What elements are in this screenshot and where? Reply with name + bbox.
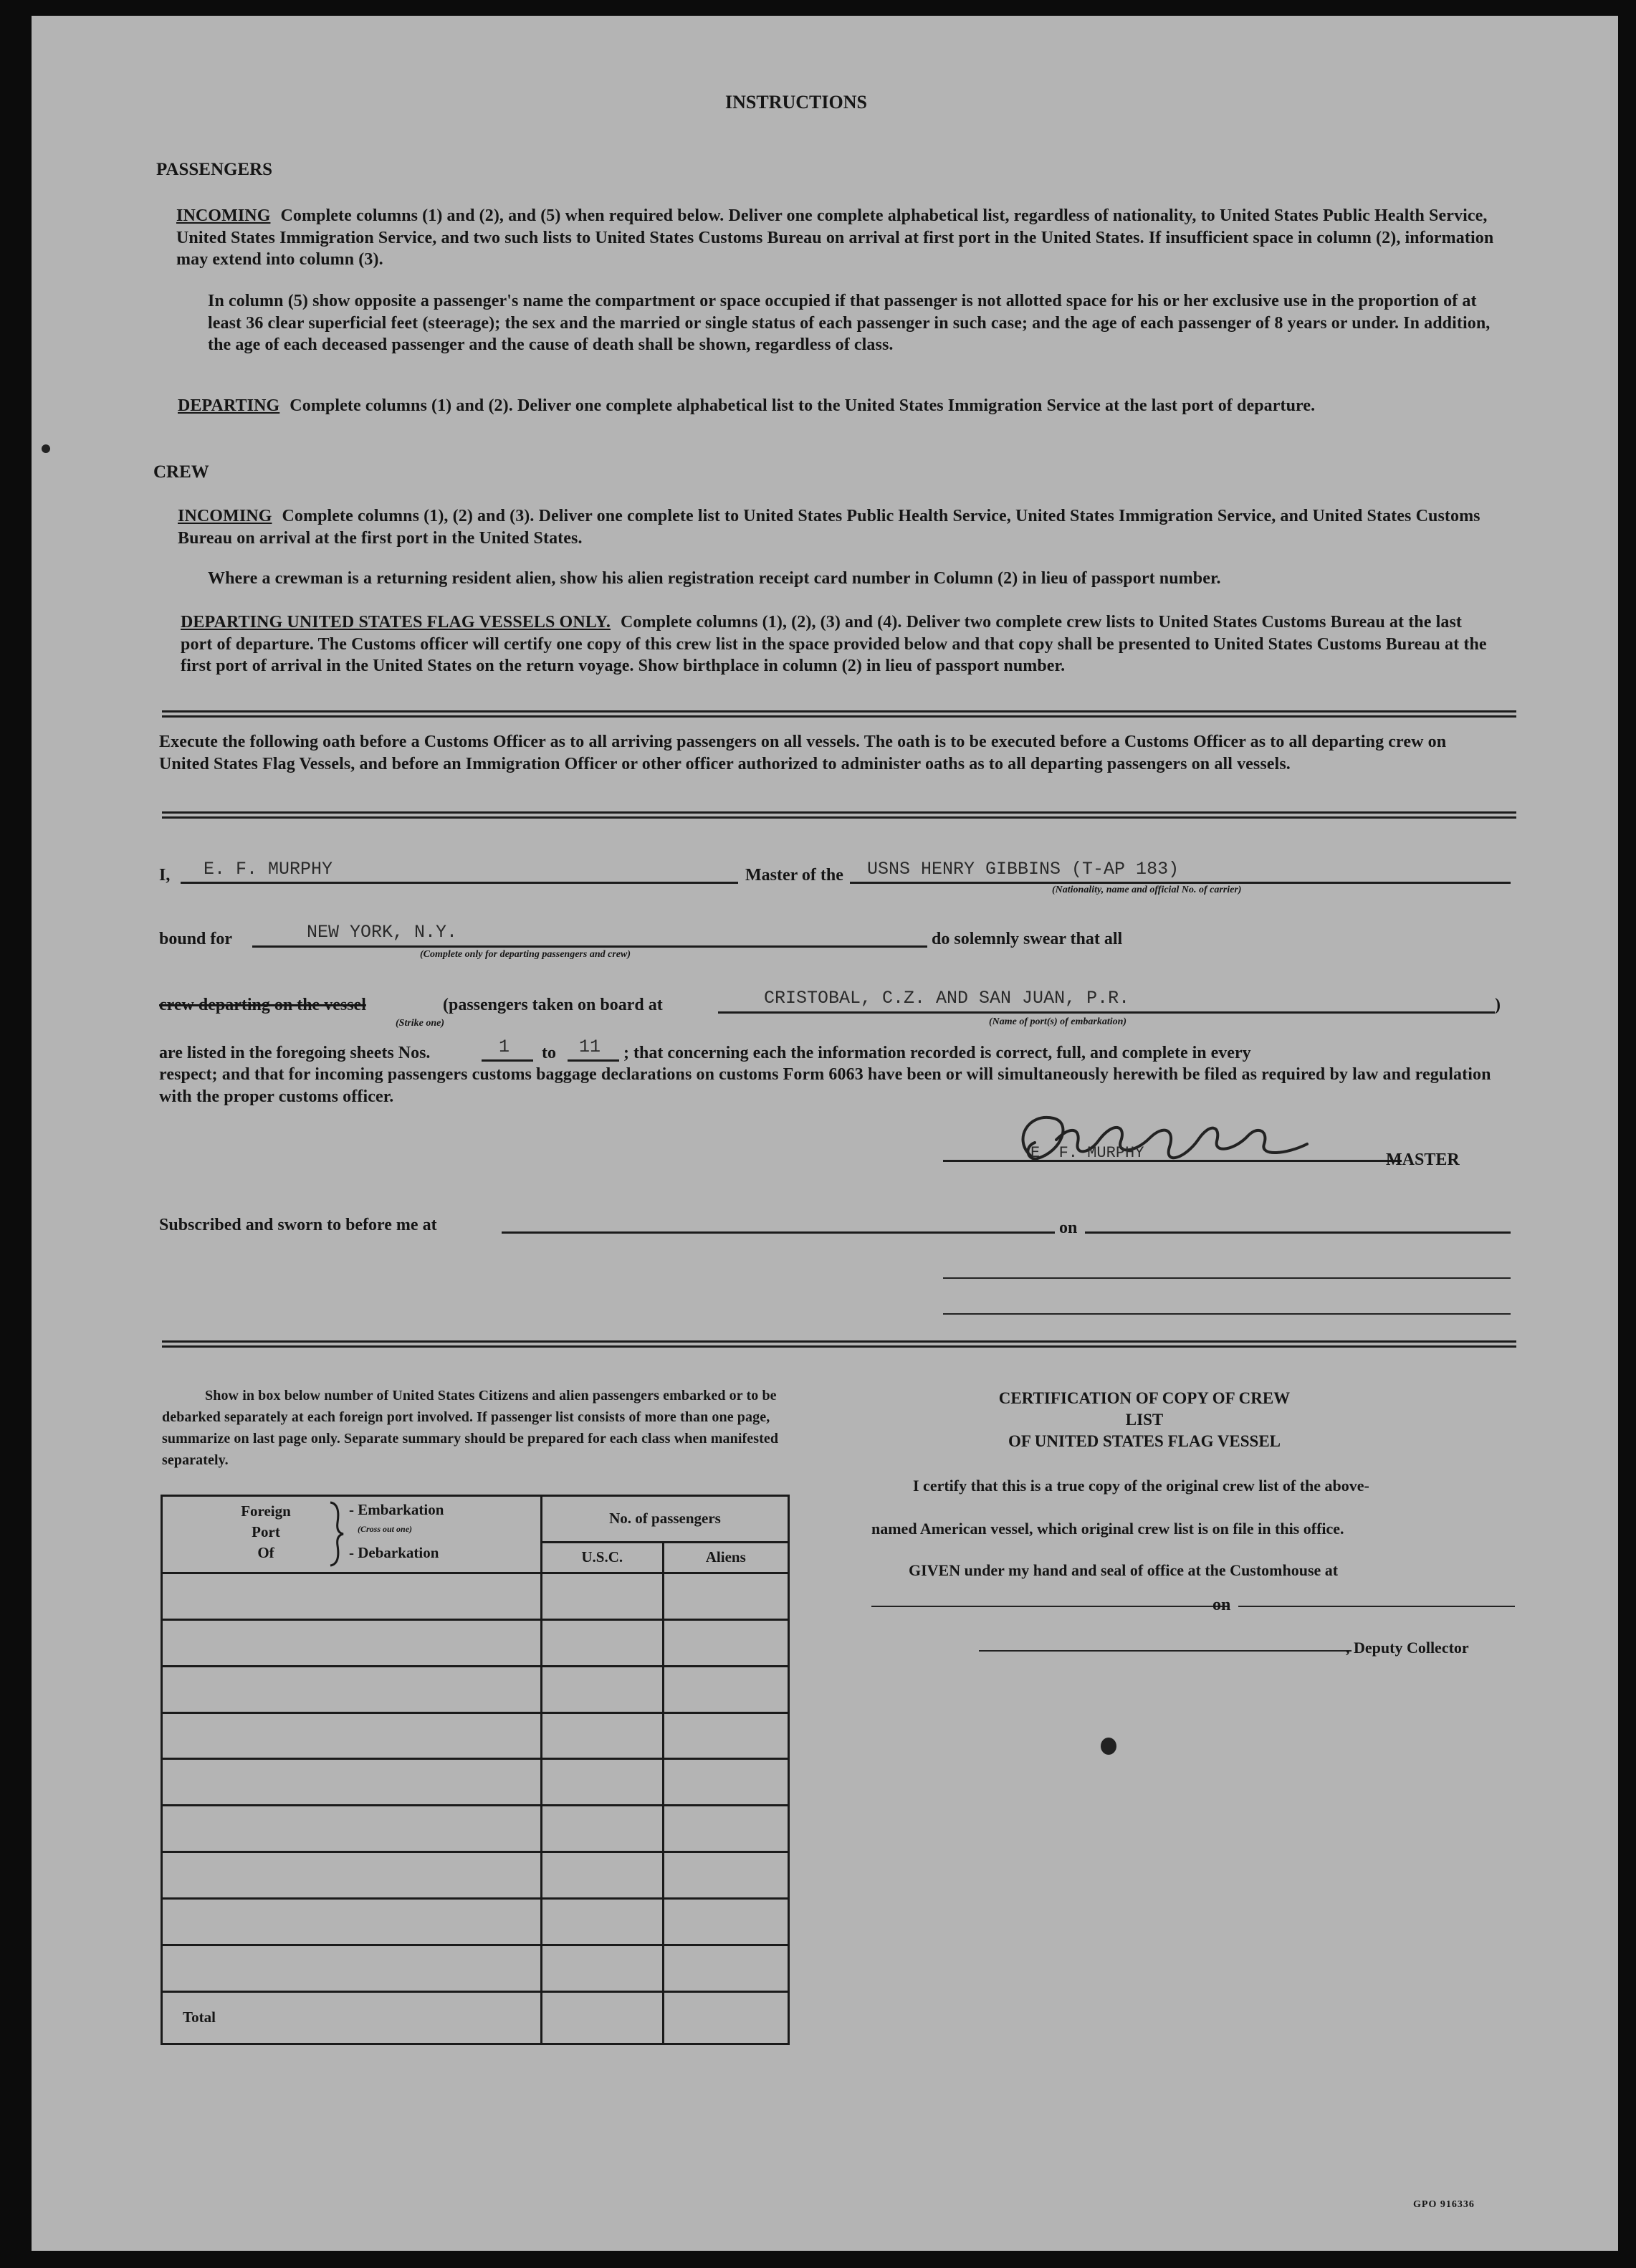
port-cell[interactable] [162, 1852, 542, 1899]
port-cell[interactable] [162, 1573, 542, 1620]
section-rule-1a [162, 710, 1516, 713]
summary-note: Show in box below number of United States Citizens and alien passengers embarked or to be debarked separately at each foreign port involved. If passenger list consists of more than one page, summarize on last page only. Separate summary should be prepared for each class when manifested separately. [162, 1388, 779, 1468]
sheet-to-value: 11 [579, 1037, 601, 1057]
total-usc-cell[interactable] [541, 1991, 663, 2044]
usc-cell[interactable] [541, 1619, 663, 1666]
crew-incoming-text: Complete columns (1), (2) and (3). Deliver one complete list to United States Public Health Service, United States Immigration Service, and United States Customs Bureau on arrival at the first port in the United States. [178, 507, 1480, 548]
usc-header: U.S.C. [541, 1542, 663, 1573]
embarkation-label: - Embarkation [349, 1501, 444, 1518]
sheets-suffix: ; that concerning each the information recorded is correct, full, and complete in every [623, 1044, 1251, 1062]
bound-for-caption: (Complete only for departing passengers and crew) [420, 949, 631, 960]
crew-incoming-label: INCOMING [178, 507, 272, 525]
foreign-word: Foreign [241, 1502, 291, 1520]
section-rule-1b [162, 715, 1516, 718]
master-label: MASTER [1386, 1150, 1460, 1169]
table-row [162, 1712, 789, 1759]
certification-line1: I certify that this is a true copy of the original crew list of the above- [913, 1477, 1369, 1495]
certification-on-label: on [1212, 1596, 1231, 1614]
port-cell[interactable] [162, 1945, 542, 1991]
vessel-caption: (Nationality, name and official No. of carrier) [1052, 885, 1242, 895]
port-word: Port [252, 1523, 280, 1540]
port-cell[interactable] [162, 1759, 542, 1806]
master-signature [1006, 1097, 1379, 1183]
passenger-summary-table [161, 1495, 790, 2045]
no-passengers-header: No. of passengers [541, 1496, 788, 1543]
port-cell[interactable] [162, 1898, 542, 1945]
instructions-heading: INSTRUCTIONS [725, 92, 867, 113]
customhouse-line [871, 1606, 1230, 1607]
passengers-incoming-paragraph [176, 205, 1495, 271]
deputy-collector-label: , Deputy Collector [1346, 1639, 1469, 1657]
sheet-from-value: 1 [499, 1037, 510, 1057]
bound-for-value: NEW YORK, N.Y. [307, 922, 458, 943]
resident-alien-note: Where a crewman is a returning resident alien, show his alien registration receipt card number in Column (2) in lieu of passport number. [208, 569, 1221, 588]
vessel-value: USNS HENRY GIBBINS (T-AP 183) [867, 859, 1180, 880]
vessel-line [850, 882, 1511, 884]
section-rule-2a [162, 811, 1516, 814]
aliens-header: Aliens [663, 1542, 789, 1573]
port-cell[interactable] [162, 1619, 542, 1666]
embark-port-caption: (Name of port(s) of embarkation) [989, 1016, 1127, 1027]
document-sheet [32, 16, 1618, 2251]
certification-line3: GIVEN under my hand and seal of office at the Customhouse at [909, 1561, 1339, 1579]
ink-spot [1101, 1738, 1116, 1755]
subscribed-label: Subscribed and sworn to before me at [159, 1216, 437, 1234]
table-row [162, 1945, 789, 1991]
crew-incoming-paragraph [178, 505, 1495, 549]
certification-title [983, 1388, 1306, 1452]
certification-line2: named American vessel, which original crew list is on file in this office. [871, 1520, 1344, 1538]
crew-departing-paragraph [181, 611, 1495, 677]
aliens-cell[interactable] [663, 1759, 789, 1806]
brace-icon [327, 1501, 345, 1567]
table-row [162, 1806, 789, 1852]
signature-line [943, 1160, 1402, 1162]
usc-cell[interactable] [541, 1712, 663, 1759]
usc-cell[interactable] [541, 1759, 663, 1806]
deputy-collector-line [979, 1650, 1352, 1652]
strike-one-caption: (Strike one) [396, 1018, 445, 1029]
sheet-from-line [482, 1059, 533, 1062]
to-label: to [542, 1044, 556, 1062]
usc-cell[interactable] [541, 1573, 663, 1620]
foreign-port-of [237, 1501, 295, 1563]
subscribed-date-line [1085, 1231, 1511, 1234]
sheet-to-line [568, 1059, 619, 1062]
passengers-departing-text: Complete columns (1) and (2). Deliver one complete alphabetical list to the United States Immigration Service at the last port of departure. [290, 396, 1316, 415]
gpo-number: GPO 916336 [1413, 2199, 1475, 2210]
of-word: Of [257, 1544, 274, 1561]
certification-date-line [1238, 1606, 1515, 1607]
section-rule-2b [162, 816, 1516, 819]
total-row [162, 1991, 789, 2044]
section-rule-3a [162, 1340, 1516, 1343]
master-name-value: E. F. MURPHY [204, 859, 333, 880]
aliens-cell[interactable] [663, 1666, 789, 1712]
passengers-departing-label: DEPARTING [178, 396, 280, 415]
section-rule-3b [162, 1345, 1516, 1348]
aliens-cell[interactable] [663, 1619, 789, 1666]
crew-departing-text: Complete columns (1), (2), (3) and (4). Deliver two complete crew lists to United States Customs Bureau at the last port of departure. The Customs officer will certify one copy of this crew list in the space provided below and that copy shall be presented to United States Customs Bureau at the first port of arrival in the United States on the return voyage. Show birthplace in column (2) in lieu of passport number. [181, 613, 1487, 675]
subscribed-on-label: on [1059, 1219, 1078, 1237]
passengers-title: PASSENGERS [156, 160, 273, 179]
table-row [162, 1573, 789, 1620]
officer-line-2 [943, 1313, 1511, 1315]
usc-cell[interactable] [541, 1945, 663, 1991]
embark-port-line [718, 1011, 1495, 1014]
crew-title: CREW [153, 462, 209, 482]
close-paren: ) [1495, 996, 1501, 1014]
cross-out-caption: (Cross out one) [358, 1524, 413, 1534]
aliens-cell[interactable] [663, 1712, 789, 1759]
total-aliens-cell[interactable] [663, 1991, 789, 2044]
oath-i-label: I, [159, 866, 171, 885]
swear-text: do solemnly swear that all [932, 930, 1123, 948]
column5-paragraph: In column (5) show opposite a passenger's name the compartment or space occupied if that passenger is not allotted space for his or her exclusive use in the proportion of at least 36 clear superficial feet (steerage); the sex and the married or single status of each passenger in such case; and the age of each passenger of 8 years or under. In addition, the age of each deceased passenger and the cause of death shall be shown, regardless of class. [208, 292, 1491, 354]
table-row [162, 1852, 789, 1899]
usc-cell[interactable] [541, 1898, 663, 1945]
crew-departing-label: DEPARTING UNITED STATES FLAG VESSELS ONLY. [181, 613, 611, 632]
sheets-prefix: are listed in the foregoing sheets Nos. [159, 1044, 431, 1062]
signature-typed-name: E. F. MURPHY [1030, 1144, 1144, 1162]
port-header-cell [162, 1496, 542, 1573]
bound-for-label: bound for [159, 930, 233, 948]
master-name-line [181, 882, 738, 884]
officer-line-1 [943, 1277, 1511, 1279]
aliens-cell[interactable] [663, 1898, 789, 1945]
debarkation-label: - Debarkation [349, 1544, 439, 1561]
aliens-cell[interactable] [663, 1806, 789, 1852]
port-cell[interactable] [162, 1712, 542, 1759]
master-of-label: Master of the [745, 866, 843, 885]
ink-spot [42, 444, 50, 453]
usc-cell[interactable] [541, 1852, 663, 1899]
table-row [162, 1666, 789, 1712]
port-cell[interactable] [162, 1806, 542, 1852]
passengers-taken-label: (passengers taken on board at [443, 996, 663, 1014]
embark-port-value: CRISTOBAL, C.Z. AND SAN JUAN, P.R. [764, 988, 1130, 1009]
table-row [162, 1759, 789, 1806]
aliens-cell[interactable] [663, 1852, 789, 1899]
table-row [162, 1619, 789, 1666]
oath-intro: Execute the following oath before a Customs Officer as to all arriving passengers on all vessels. The oath is to be executed before a Customs Officer as to all departing crew on United States Flag Vessels, and before an Immigration Officer or other officer authorized to administer oaths as to all departing passengers on all vessels. [159, 733, 1447, 773]
bound-for-line [252, 945, 927, 948]
oath-continuation: respect; and that for incoming passengers customs baggage declarations on customs Form 6063 have been or will simultaneously herewith be filed as required by law and regulation with the proper customs officer. [159, 1065, 1491, 1106]
total-label: Total [162, 1991, 542, 2044]
passengers-incoming-text: Complete columns (1) and (2), and (5) when required below. Deliver one complete alphabetical list, regardless of nationality, to United States Public Health Service, United States Immigration Service, and two such lists to United States Customs Bureau on arrival at first port in the United States. If insufficient space in column (2), information may extend into column (3). [176, 206, 1494, 269]
port-cell[interactable] [162, 1666, 542, 1712]
aliens-cell[interactable] [663, 1945, 789, 1991]
aliens-cell[interactable] [663, 1573, 789, 1620]
usc-cell[interactable] [541, 1666, 663, 1712]
certification-title-line1: CERTIFICATION OF COPY OF CREW LIST [998, 1389, 1291, 1429]
passengers-departing-paragraph [178, 395, 1495, 417]
table-row [162, 1898, 789, 1945]
subscribed-place-line [502, 1231, 1055, 1234]
passengers-incoming-label: INCOMING [176, 206, 271, 225]
usc-cell[interactable] [541, 1806, 663, 1852]
certification-title-line2: OF UNITED STATES FLAG VESSEL [1008, 1432, 1281, 1450]
crew-departing-struck: crew departing on the vessel [159, 996, 366, 1014]
